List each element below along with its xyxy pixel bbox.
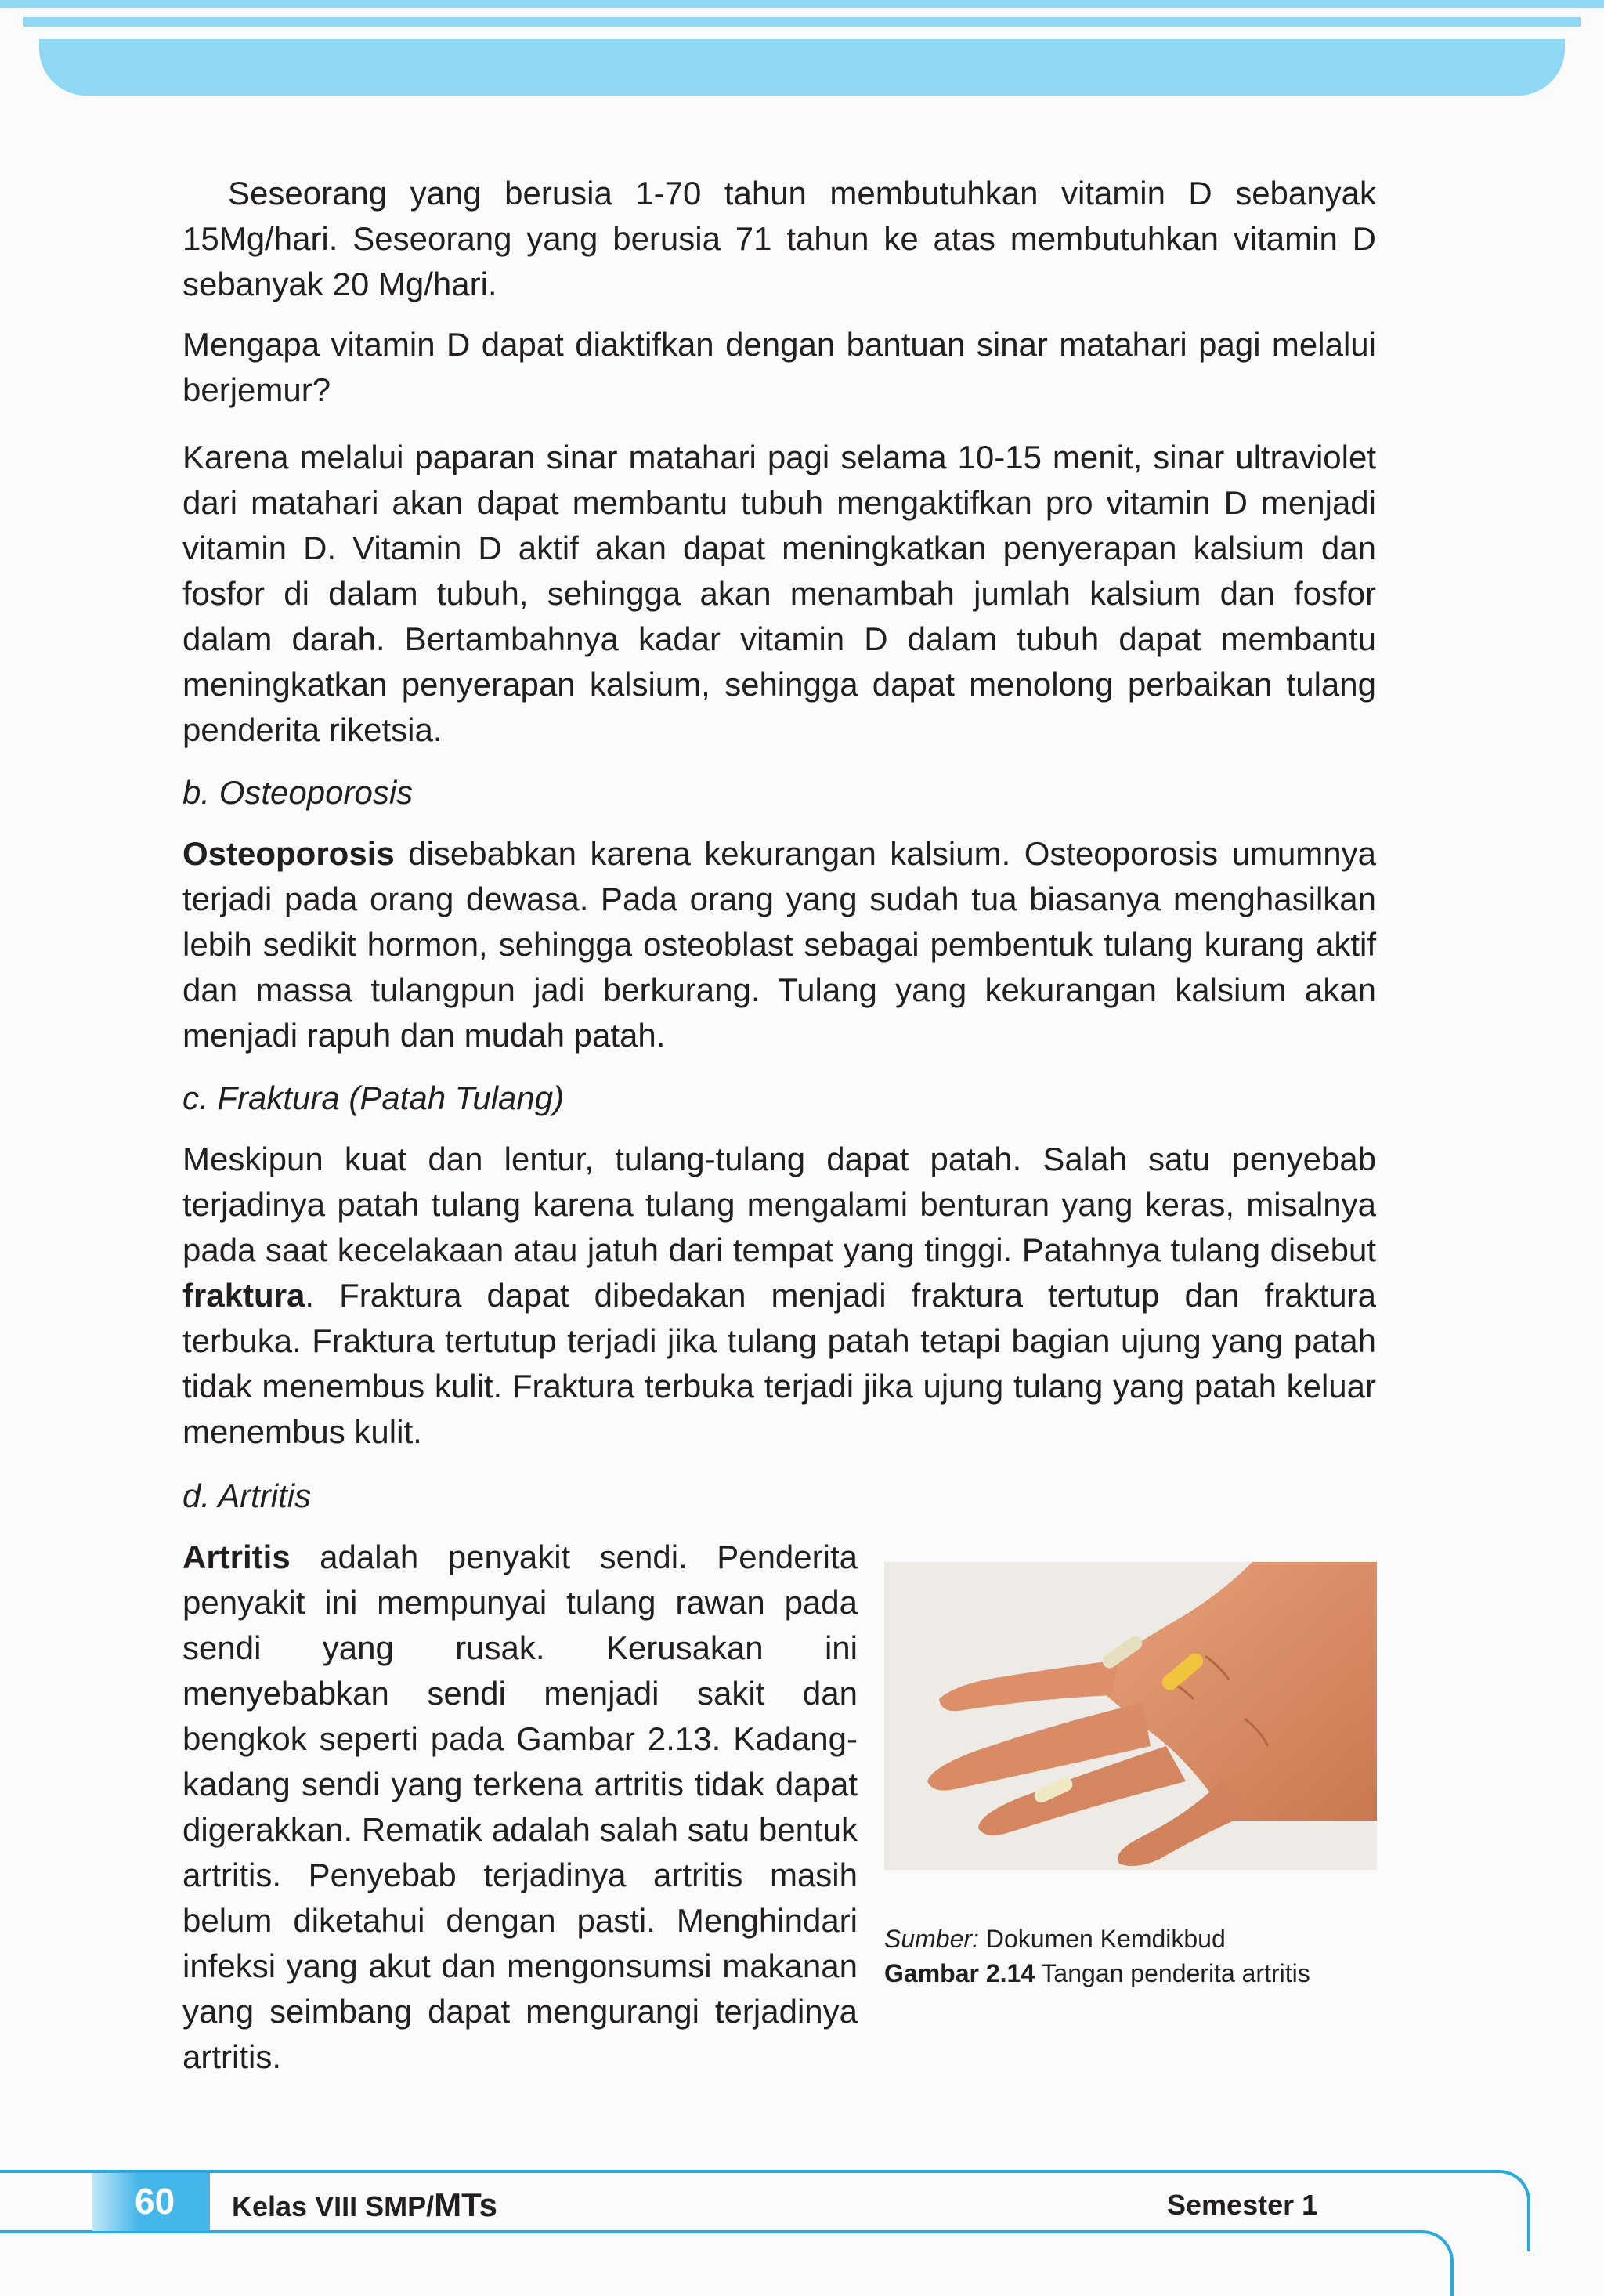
paragraph-fraktura: Meskipun kuat dan lentur, tulang-tulang dapat patah. Salah satu penyebab terjadinya patah tulang karena tulang mengalami benturan yang keras, misalnya pada saat kecelakaan atau jatuh dari tempat yang tinggi. Patahnya tulang disebut fraktura. Fraktura dapat dibedakan menjadi fraktura tertutup dan fraktura terbuka. Fraktura tertutup terjadi jika tulang patah tetapi bagian ujung yang patah tidak menembus kulit. Fraktura terbuka terjadi jika ujung tulang yang patah keluar menembus kulit.: [182, 1141, 1376, 1450]
footer-frame-lower: [0, 2230, 1454, 2296]
paragraph-vitamin-d-dosage: Seseorang yang berusia 1-70 tahun membutuhkan vitamin D sebanyak 15Mg/hari. Seseorang yang berusia 71 tahun ke atas membutuhkan vitamin D sebanyak 20 Mg/hari.: [182, 175, 1376, 302]
figure-caption: Gambar 2.14 Tangan penderita artritis: [884, 1959, 1310, 1987]
heading-osteoporosis: b. Osteoporosis: [182, 774, 414, 811]
header-band: [39, 39, 1565, 96]
header-stripe-top: [0, 0, 1604, 8]
paragraph-artritis: Artritis adalah penyakit sendi. Penderita penyakit ini mempunyai tulang rawan pada sendi yang rusak. Kerusakan ini menyebabkan sendi menjadi sakit dan bengkok seperti pada Gambar 2.13. Kadang-kadang sendi yang terkena artritis tidak dapat digerakkan. Rematik adalah salah satu bentuk artritis. Penyebab terjadinya artritis masih belum diketahui dengan pasti. Menghindari infeksi yang akut dan mengonsumsi makanan yang seimbang dapat mengurangi terjadinya artritis.: [182, 1539, 858, 2075]
hand-illustration: [884, 1562, 1377, 1870]
figure-source: Sumber: Dokumen Kemdikbud: [884, 1925, 1226, 1953]
page-number: 60: [135, 2181, 175, 2222]
paragraph-osteoporosis: Osteoporosis disebabkan karena kekurangan kalsium. Osteoporosis umumnya terjadi pada orang dewasa. Pada orang yang sudah tua biasanya menghasilkan lebih sedikit hormon, sehingga osteoblast sebagai pembentuk tulang kurang aktif dan massa tulangpun jadi berkurang. Tulang yang kekurangan kalsium akan menjadi rapuh dan mudah patah.: [182, 835, 1376, 1054]
figure-arthritis-hand-image: [884, 1562, 1377, 1870]
footer-class-label: Kelas VIII SMP/MTs: [232, 2186, 497, 2223]
paragraph-answer: Karena melalui paparan sinar matahari pagi selama 10-15 menit, sinar ultraviolet dari matahari akan dapat membantu tubuh mengaktifkan pro vitamin D menjadi vitamin D. Vitamin D aktif akan dapat meningkatkan penyerapan kalsium dan fosfor di dalam tubuh, sehingga akan menambah jumlah kalsium dan fosfor dalam darah. Bertambahnya kadar vitamin D dalam tubuh dapat membantu meningkatkan penyerapan kalsium, sehingga dapat menolong perbaikan tulang penderita riketsia.: [182, 439, 1376, 748]
header-stripe-mid: [23, 17, 1581, 27]
footer-semester: Semester 1: [1167, 2189, 1318, 2221]
heading-artritis: d. Artritis: [182, 1477, 312, 1514]
term-fraktura: fraktura: [182, 1277, 305, 1314]
term-artritis: Artritis: [182, 1539, 291, 1575]
heading-fraktura: c. Fraktura (Patah Tulang): [182, 1079, 565, 1116]
paragraph-question: Mengapa vitamin D dapat diaktifkan dengan bantuan sinar matahari pagi melalui berjemur?: [182, 326, 1376, 408]
term-osteoporosis: Osteoporosis: [182, 835, 395, 872]
